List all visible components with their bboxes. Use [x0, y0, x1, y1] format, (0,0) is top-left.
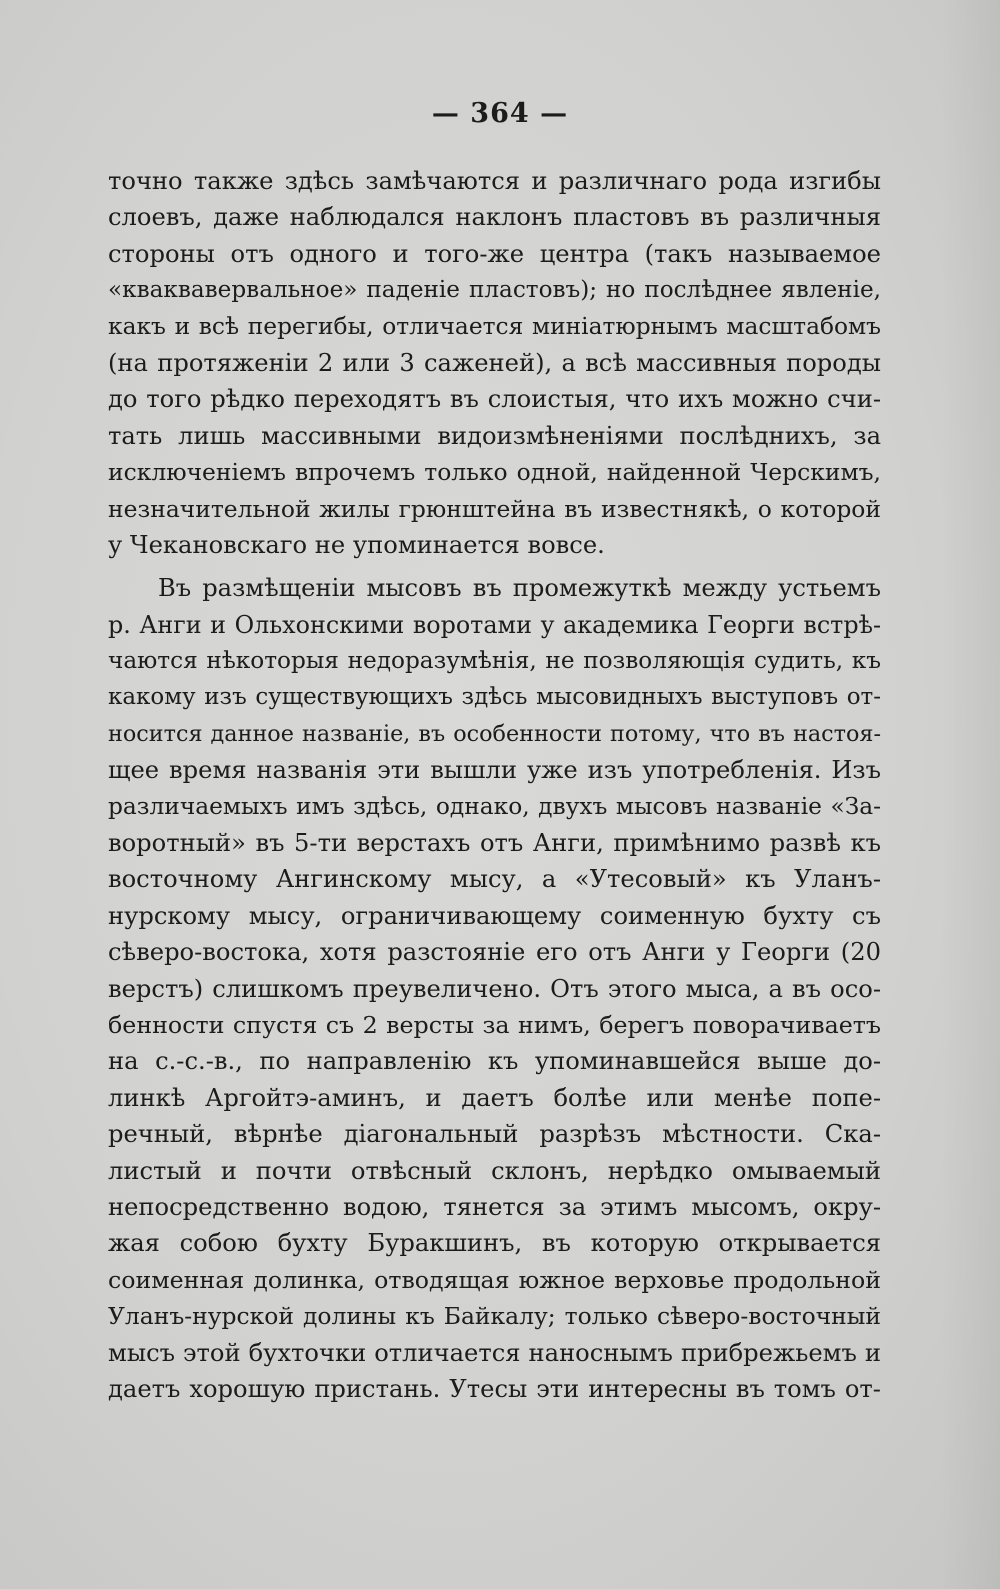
text-line: Въ размѣщеніи мысовъ въ промежуткѣ между устьемъ — [158, 574, 881, 603]
text-line: чаются нѣкоторыя недоразумѣнія, не позволяющія судить, къ — [108, 647, 881, 675]
text-line: (на протяженіи 2 или 3 саженей), а всѣ массивныя породы — [108, 348, 881, 377]
text-line: линкѣ Аргойтэ-аминъ, и даетъ болѣе или менѣе попе- — [108, 1083, 881, 1112]
text-line: щее время названія эти вышли уже изъ употребленія. Изъ — [108, 756, 881, 785]
text-line: листый и почти отвѣсный склонъ, нерѣдко омываемый — [108, 1156, 881, 1185]
text-line: носится данное названіе, въ особенности потому, что въ настоя- — [108, 720, 881, 747]
text-line: какому изъ существующихъ здѣсь мысовидныхъ выступовъ от- — [108, 684, 881, 711]
paragraph-2 — [108, 570, 881, 1407]
text-line: точно также здѣсь замѣчаются и различнаго рода изгибы — [108, 167, 881, 195]
text-line: «кваквавервальное» паденіе пластовъ); но послѣднее явленіе, — [108, 277, 881, 304]
text-line: тать лишь массивными видоизмѣненіями послѣднихъ, за — [108, 421, 881, 450]
text-line: нурскому мысу, ограничивающему соименную бухту съ — [108, 901, 881, 930]
text-line: различаемыхъ имъ здѣсь, однако, двухъ мысовъ названіе «За- — [108, 792, 881, 820]
text-line: стороны отъ одного и того-же центра (такъ называемое — [108, 239, 881, 268]
text-line: даетъ хорошую пристань. Утесы эти интересны въ томъ от- — [108, 1374, 881, 1403]
text-line: сѣверо-востока, хотя разстояніе его отъ Анги у Георги (20 — [108, 938, 881, 967]
text-line: мысъ этой бухточки отличается наноснымъ прибрежьемъ и — [108, 1338, 881, 1367]
text-line: незначительной жилы грюнштейна въ известнякѣ, о которой — [108, 494, 881, 523]
text-line: на с.-с.-в., по направленію къ упоминавшейся выше до- — [108, 1047, 881, 1076]
text-line: Уланъ-нурской долины къ Байкалу; только сѣверо-восточный — [108, 1302, 881, 1331]
text-line: речный, вѣрнѣе діагональный разрѣзъ мѣстности. Ска- — [108, 1120, 881, 1149]
text-line: соименная долинка, отводящая южное верховье продольной — [108, 1265, 881, 1294]
text-line: непосредственно водою, тянется за этимъ мысомъ, окру- — [108, 1192, 881, 1221]
text-line: какъ и всѣ перегибы, отличается миніатюрнымъ масштабомъ — [108, 312, 881, 340]
text-line: до того рѣдко переходятъ въ слоистыя, что ихъ можно счи- — [108, 385, 881, 414]
text-line: бенности спустя съ 2 версты за нимъ, берегъ поворачиваетъ — [108, 1010, 881, 1039]
text-line: исключеніемъ впрочемъ только одной, найденной Черскимъ, — [108, 458, 881, 487]
page-edge-shadow — [940, 0, 1000, 1589]
text-line: воротный» въ 5-ти верстахъ отъ Анги, примѣнимо развѣ къ — [108, 829, 881, 858]
text-line: верстъ) слишкомъ преувеличено. Отъ этого мыса, а въ осо- — [108, 974, 881, 1003]
body-text — [108, 163, 881, 1407]
paragraph-gap — [108, 563, 881, 570]
paragraph-1 — [108, 163, 881, 563]
text-line: у Чекановскаго не упоминается вовсе. — [108, 530, 605, 559]
page-number: — 364 — — [431, 98, 569, 129]
text-line: жая собою бухту Буракшинъ, въ которую открывается — [108, 1229, 881, 1258]
text-line: восточному Ангинскому мысу, а «Утесовый» къ Уланъ- — [108, 865, 881, 894]
text-line: р. Анги и Ольхонскими воротами у академика Георги встрѣ- — [108, 610, 881, 639]
text-line: слоевъ, даже наблюдался наклонъ пластовъ въ различныя — [108, 203, 881, 232]
